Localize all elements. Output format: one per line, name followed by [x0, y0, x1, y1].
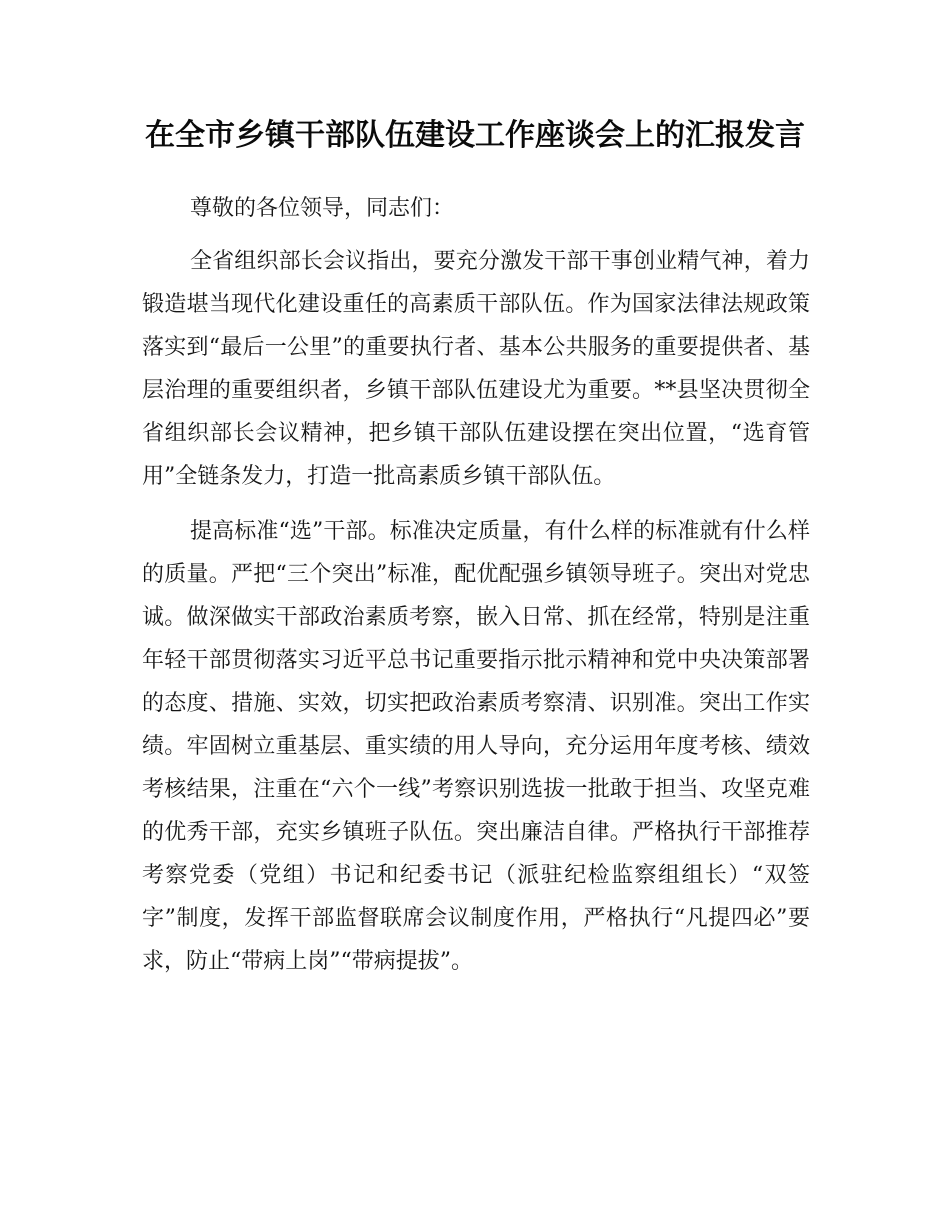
document-body: [142, 187, 810, 995]
document-title: 在全市乡镇干部队伍建设工作座谈会上的汇报发言: [145, 118, 805, 153]
paragraph-selection-standards: 提高标准“选”干部。标准决定质量，有什么样的标准就有什么样的质量。严把“三个突出”标准，配优配强乡镇领导班子。突出对党忠诚。做深做实干部政治素质考察，嵌入日常、抓在经常，特别是注重年轻干部贯彻落实习近平总书记重要指示批示精神和党中央决策部署的态度、措施、实效，切实把政治素质考察清、识别准。突出工作实绩。牢固树立重基层、重实绩的用人导向，充分运用年度考核、绩效考核结果，注重在“六个一线”考察识别选拔一批敢于担当、攻坚克难的优秀干部，充实乡镇班子队伍。突出廉洁自律。严格执行干部推荐考察党委（党组）书记和纪委书记（派驻纪检监察组组长）“双签字”制度，发挥干部监督联席会议制度作用，严格执行“凡提四必”要求，防止“带病上岗”“带病提拔”。: [142, 519, 810, 974]
salutation: 尊敬的各位领导，同志们：: [190, 196, 455, 221]
paragraph-intro: 全省组织部长会议指出，要充分激发干部干事创业精气神，着力锻造堪当现代化建设重任的高素质干部队伍。作为国家法律法规政策落实到“最后一公里”的重要执行者、基本公共服务的重要提供者、基层治理的重要组织者，乡镇干部队伍建设尤为重要。**县坚决贯彻全省组织部长会议精神，把乡镇干部队伍建设摆在突出位置，“选育管用”全链条发力，打造一批高素质乡镇干部队伍。: [142, 249, 810, 489]
